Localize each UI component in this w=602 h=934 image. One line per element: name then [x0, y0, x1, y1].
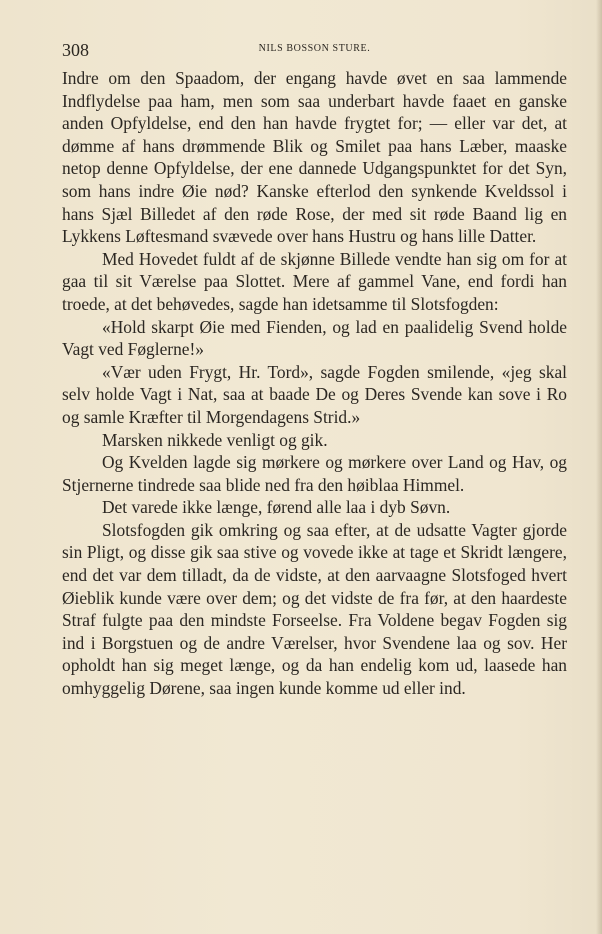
- paragraph: «Hold skarpt Øie med Fienden, og lad en paalidelig Svend holde Vagt ved Føglerne!»: [62, 316, 567, 360]
- running-title: NILS BOSSON STURE.: [258, 43, 371, 54]
- paragraph: Indre om den Spaadom, der engang havde øvet en saa lammende Indflydelse paa ham, men som saa underbart havde faaet en ganske anden Opfyldelse, end den han havde frygtet for; — eller var det, at dømme af hans drømmende Blik og Smilet paa hans Læber, maaske netop denne Opfyldelse, der ene dannede Udgangspunktet for det Syn, som hans indre Øie nød? Kanske efterlod den synkende Kveldssol i hans Sjæl Billedet af den røde Rose, der med sit røde Baand lig en Lykkens Løftesmand svævede over hans Hustru og hans lille Datter.: [62, 68, 567, 247]
- paragraph: Med Hovedet fuldt af de skjønne Billede vendte han sig om for at gaa til sit Værelse paa Slottet. Mere af gammel Vane, end fordi han troede, at det behøvedes, sagde han idetsamme til Slotsfogden:: [62, 248, 567, 314]
- paragraph: Og Kvelden lagde sig mørkere og mørkere over Land og Hav, og Stjernerne tindrede saa blide ned fra den høiblaa Himmel.: [62, 452, 567, 495]
- paragraph: «Vær uden Frygt, Hr. Tord», sagde Fogden smilende, «jeg skal selv holde Vagt i Nat, saa at baade De og Deres Svende kan sove i Ro og samle Kræfter til Morgendagens Strid.»: [62, 361, 567, 427]
- paragraph: Det varede ikke længe, førend alle laa i dyb Søvn.: [102, 497, 451, 518]
- paragraph: Slotsfogden gik omkring og saa efter, at de udsatte Vagter gjorde sin Pligt, og disse gik saa stive og vovede ikke at tage et Skridt længere, end det var dem tilladt, da de vidste, at den aarvaagne Slotsfoged hvert Øieblik kunde være over dem; og det vidste de fra før, at den haardeste Straf fulgte paa den mindste Forseelse. Fra Voldene begav Fogden sig ind i Borgstuen og de andre Værelser, hvor Svendene laa og sov. Her opholdt han sig meget længe, og da han endelig kom ud, laasede han omhyggelig Dørene, saa ingen kunde komme ud eller ind.: [62, 519, 567, 699]
- page-number: 308: [62, 40, 89, 60]
- paragraph: Marsken nikkede venligt og gik.: [102, 429, 328, 450]
- page-edge-shadow: [596, 0, 602, 934]
- body-text: [62, 67, 567, 700]
- page-header: [62, 40, 567, 62]
